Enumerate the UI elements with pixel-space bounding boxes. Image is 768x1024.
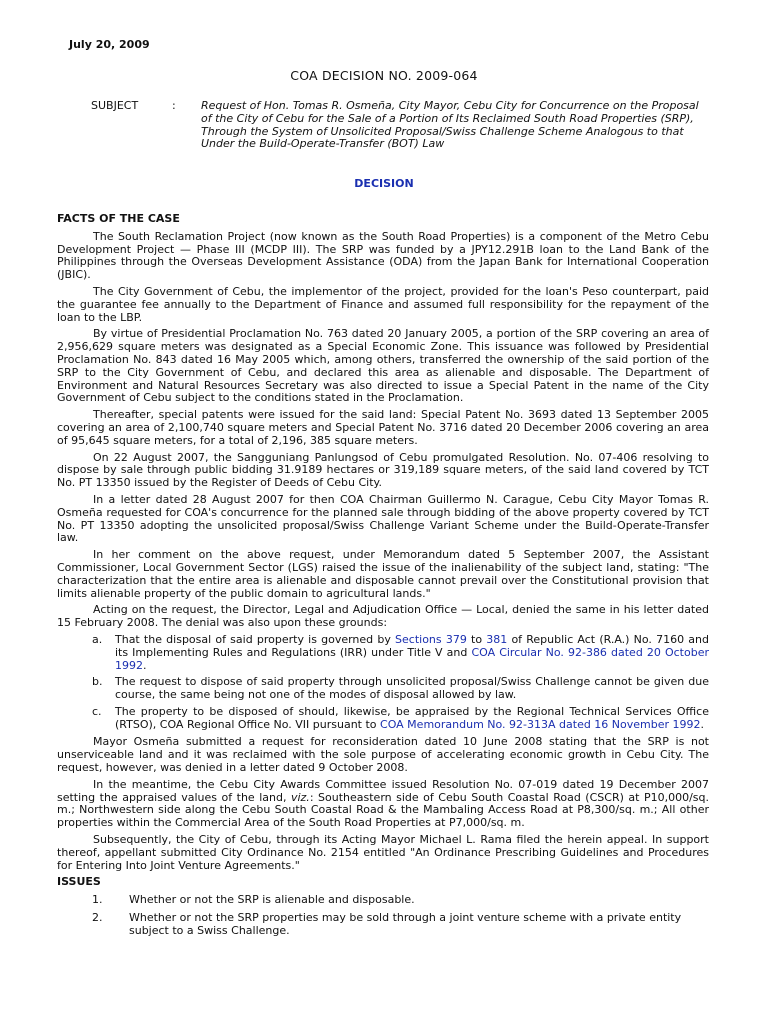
grounds-list (57, 634, 709, 732)
facts-paragraph: On 22 August 2007, the Sangguniang Panlungsod of Cebu promulgated Resolution. No. 07-406 resolving to dispose by sale through public bidding 31.9189 hectares or 319,189 square meters, of the said land covered by TCT No. PT 13350 issued by the Register of Deeds of Cebu City. (57, 450, 709, 490)
facts-paragraph: The City Government of Cebu, the implementor of the project, provided for the loan's Peso counterpart, paid the guarantee fee annually to the Department of Finance and assumed full responsibility for the repayment of the loan to the LBP. (57, 284, 709, 324)
issue-item (57, 912, 709, 938)
ground-text: The property to be disposed of should, likewise, be appraised by the Regional Technical Services Office (RTSO), COA Regional Office No. VII pursuant to (115, 704, 709, 731)
ground-item-a (57, 634, 709, 672)
ground-text: That the disposal of said property is governed by (115, 632, 396, 646)
list-marker: 1. (92, 893, 103, 907)
facts-paragraph: Subsequently, the City of Cebu, through its Acting Mayor Michael L. Rama filed the herein appeal. In support thereof, appellant submitted City Ordinance No. 2154 entitled "An Ordinance Prescribing Guidelines and Procedures for Entering Into Joint Venture Agreements." (57, 833, 709, 872)
paragraph-text: : Southeastern side of Cebu South Coastal Road (CSCR) at P10,000/sq. m.; Northwestern side along the Cebu South Coastal Road & the Mambaling Access Road at P8,300/sq. m.; All other properties within the Commercial Area of the South Road Properties at P7,000/sq. m. (57, 790, 709, 830)
list-marker: 2. (92, 911, 103, 925)
facts-paragraph (57, 779, 709, 830)
list-marker: a. (92, 632, 103, 646)
ground-text: The request to dispose of said property through unsolicited proposal/Swiss Challenge cannot be given due course, the same being not one of the modes of disposal allowed by law. (115, 675, 709, 702)
ground-item-b (57, 676, 709, 702)
decision-heading: DECISION (354, 177, 414, 190)
issues-section (57, 876, 709, 937)
list-marker: b. (92, 675, 103, 689)
subject-label: SUBJECT (91, 99, 139, 112)
subject-block (91, 100, 711, 151)
issue-item (57, 894, 709, 907)
coa-circular-link[interactable]: COA Circular No. 92-386 dated 20 October 1992 (115, 645, 709, 672)
document-date: July 20, 2009 (69, 38, 150, 51)
sections-379-link[interactable]: Sections 379 (395, 632, 467, 646)
facts-paragraph: In a letter dated 28 August 2007 for then COA Chairman Guillermo N. Carague, Cebu City Mayor Tomas R. Osmeña requested for COA's concurrence for the planned sale through bidding of the above property covered by TCT No. PT 13350 adopting the unsolicited proposal/Swiss Challenge Variant Scheme under the Build-Operate-Transfer law. (57, 492, 709, 545)
facts-paragraph: In her comment on the above request, under Memorandum dated 5 September 2007, the Assistant Commissioner, Local Government Sector (LGS) raised the issue of the inalienability of the subject land, stating: "The characterization that the entire area is alienable and disposable cannot prevail over the Constitutional provision that limits alienable property of the public domain to agricultural lands." (57, 548, 709, 600)
paragraph-text: In the meantime, the Cebu City Awards Committee issued Resolution No. 07-019 dated 19 December 2007 setting the appraised values of the land, (57, 777, 709, 804)
facts-paragraph: Acting on the request, the Director, Legal and Adjudication Office — Local, denied the same in his letter dated 15 February 2008. The denial was also upon these grounds: (57, 603, 709, 630)
document-title: COA DECISION NO. 2009-064 (290, 68, 478, 83)
facts-heading: FACTS OF THE CASE (57, 212, 180, 225)
ground-text: . (143, 658, 147, 672)
ground-text: . (700, 717, 705, 731)
ground-item-c (57, 706, 709, 732)
facts-paragraph: The South Reclamation Project (now known as the South Road Properties) is a component of the Metro Cebu Development Project — Phase III (MCDP III). The SRP was funded by a JPY12.291B loan to the Land Bank of the Philippines through the Overseas Development Assistance (ODA) from the Japan Bank for International Cooperation (JBIC). (57, 229, 709, 282)
document-body (57, 213, 709, 943)
issue-text: Whether or not the SRP properties may be sold through a joint venture scheme with a private entity subject to a Swiss Challenge. (129, 911, 682, 937)
subject-text: Request of Hon. Tomas R. Osmeña, City Mayor, Cebu City for Concurrence on the Proposal of the City of Cebu for the Sale of a Portion of Its Reclaimed South Road Properties (SRP), Through the System of Unsolicited Proposal/Swiss Challenge Scheme Analogous to that Under the Build-Operate-Transfer (BOT) Law (201, 99, 699, 151)
facts-paragraph: Mayor Osmeña submitted a request for reconsideration dated 10 June 2008 stating that the SRP is not unserviceable land and it was reclaimed with the sole purpose of accelerating economic growth in Cebu City. The request, however, was denied in a letter dated 9 October 2008. (57, 735, 709, 775)
issues-heading: ISSUES (57, 875, 101, 889)
facts-paragraph: By virtue of Presidential Proclamation No. 763 dated 20 January 2005, a portion of the SRP covering an area of 2,956,629 square meters was designated as a Special Economic Zone. This issuance was followed by Presidential Proclamation No. 843 dated 16 May 2005 which, among others, transferred the ownership of the said portion of the SRP to the City Government of Cebu, and declared this area as alienable and disposable. The Department of Environment and Natural Resources Secretary was also directed to issue a Special Patent in the name of the City Government of Cebu subject to the conditions stated in the Proclamation. (57, 327, 709, 405)
issues-list (57, 894, 709, 937)
issue-text: Whether or not the SRP is alienable and disposable. (129, 893, 415, 907)
coa-memorandum-link[interactable]: COA Memorandum No. 92-313A dated 16 November 1992 (380, 717, 701, 731)
list-marker: c. (92, 704, 102, 718)
ground-text: to (466, 632, 487, 646)
facts-paragraph: Thereafter, special patents were issued for the said land: Special Patent No. 3693 dated 13 September 2005 covering an area of 2,100,740 square meters and Special Patent No. 3716 dated 20 December 2006 covering an area of 95,645 square meters, for a total of 2,196, 385 square meters. (57, 408, 709, 447)
subject-colon: : (172, 99, 176, 112)
section-381-link[interactable]: 381 (486, 632, 508, 646)
viz-text: viz. (290, 790, 310, 804)
ground-text: of Republic Act (R.A.) No. 7160 and its Implementing Rules and Regulations (IRR) under Title V and (115, 632, 709, 659)
